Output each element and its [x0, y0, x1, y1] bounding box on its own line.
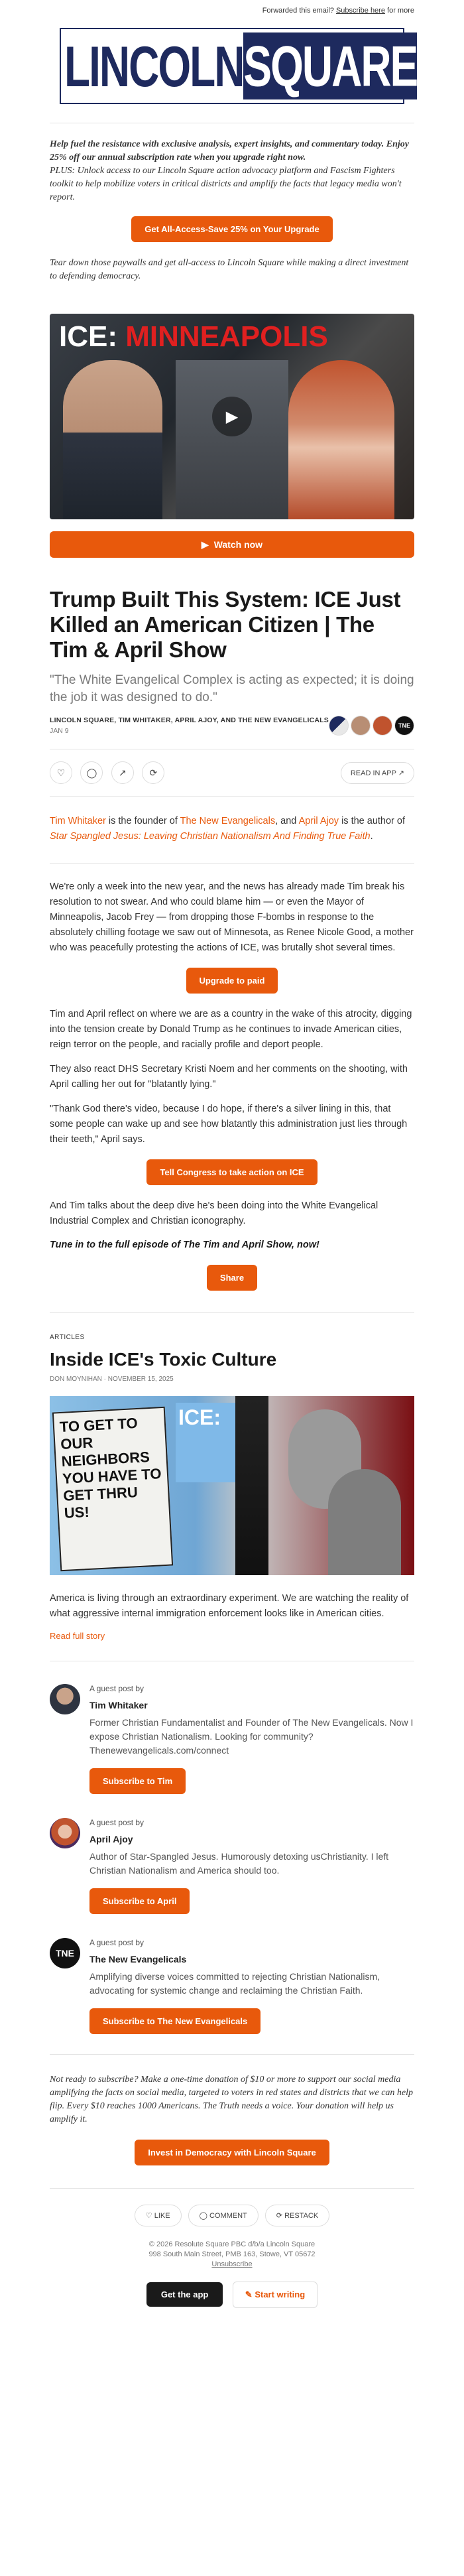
tne-avatar: TNE — [50, 1938, 80, 1968]
read-full-story-link[interactable]: Read full story — [50, 1631, 105, 1641]
tne-link[interactable]: The New Evangelicals — [180, 816, 276, 826]
promo-plus: PLUS: Unlock access to our Lincoln Square action advocacy platform and Fascism Fighters toolkit to help mobilize voters in critical districts and amplify the facts that legacy media won't report. — [50, 166, 402, 202]
ice-sign: ICE: — [176, 1403, 239, 1482]
post-subtitle: "The White Evangelical Complex is acting as expected; it is doing the job it was designed to do." — [50, 673, 414, 704]
get-the-app-button[interactable]: Get the app — [146, 2282, 223, 2307]
guest-post-tim — [50, 1684, 414, 1794]
article-image[interactable] — [50, 1396, 414, 1575]
body-paragraph: We're only a week into the new year, and the news has already made Tim break his resolution to not swear. And who could blame him — or even the Mayor of Minneapolis, Jacob Frey — from dropping those F-bombs in response to the absolutely chilling footage we saw out of Minnesota, as Renee Nicole Good, a mother who was peacefully protesting the actions of ICE, was brutally shot several times. — [50, 881, 414, 953]
protest-sign: TO GET TO OUR NEIGHBORS YOU HAVE TO GET THRU US! — [52, 1407, 173, 1572]
for-more-text: for more — [387, 7, 414, 15]
body-paragraph: "Thank God there's video, because I do hope, if there's a silver lining in this, that some people can wake up and see how blatantly this administration just lies through their teeth," April says. — [50, 1104, 408, 1145]
article-excerpt: America is living through an extraordinary experiment. We are watching the reality of what aggressive internal immigration enforcement looks like in American cities. — [50, 1593, 409, 1619]
watch-now-button[interactable]: ▶ Watch now — [50, 531, 414, 558]
guest-description: Former Christian Fundamentalist and Founder of The New Evangelicals. Now I expose Christian Nationalism. Looking for community? Thenewevangelicals.com/connect — [89, 1717, 414, 1756]
share-icon[interactable]: ↗ — [111, 761, 134, 784]
article-meta: DON MOYNIHAN · NOVEMBER 15, 2025 — [50, 1376, 174, 1383]
articles-label: ARTICLES — [50, 1334, 85, 1341]
guest-name[interactable]: Tim Whitaker — [89, 1700, 148, 1710]
unsubscribe-link[interactable]: Unsubscribe — [211, 2260, 253, 2268]
divider — [50, 2188, 414, 2189]
video-host-woman — [288, 360, 394, 519]
comment-icon: ◯ — [199, 2212, 207, 2220]
guest-kicker: A guest post by — [89, 1684, 145, 1693]
forward-bar — [50, 0, 414, 15]
invest-in-democracy-button[interactable]: Invest in Democracy with Lincoln Square — [135, 2140, 329, 2165]
read-in-app-button[interactable]: READ IN APP ↗ — [341, 762, 414, 784]
guest-kicker: A guest post by — [89, 1818, 145, 1827]
video-host-man — [63, 360, 162, 519]
play-small-icon: ▶ — [201, 539, 209, 550]
promo-tail: Tear down those paywalls and get all-access to Lincoln Square while making a direct investment to defending democracy. — [50, 258, 409, 281]
promo-lead: Help fuel the resistance with exclusive analysis, expert insights, and commentary today. Enjoy 25% off our annual subscription rate when you upgrade right now. — [50, 139, 409, 162]
guest-name[interactable]: April Ajoy — [89, 1834, 133, 1844]
guest-name[interactable]: The New Evangelicals — [89, 1954, 187, 1964]
logo-lincoln: LINCOLN — [64, 33, 244, 99]
guest-post-tne — [50, 1938, 414, 2034]
avatar — [50, 1818, 80, 1848]
april-link[interactable]: April Ajoy — [298, 816, 339, 826]
avatar-tne: TNE — [394, 716, 414, 736]
avatar — [50, 1684, 80, 1714]
guest-description: Author of Star-Spangled Jesus. Humorously detoxing usChristianity. I left Christian Nationalism and America should too. — [89, 1851, 389, 1876]
author-avatars — [329, 716, 414, 736]
video-title: ICE: MINNEAPOLIS — [59, 320, 328, 353]
guest-kicker: A guest post by — [89, 1938, 145, 1947]
subscribe-april-button[interactable]: Subscribe to April — [89, 1888, 190, 1914]
portrait-two — [328, 1469, 401, 1575]
intro-paragraph: Tim Whitaker is the founder of The New Evangelicals, and April Ajoy is the author of Star Spangled Jesus: Leaving Christian Nationalism And Finding True Faith. — [50, 816, 405, 842]
post-date: JAN 9 — [50, 727, 69, 735]
tower-silhouette — [235, 1396, 268, 1575]
pen-icon: ✎ — [245, 2289, 253, 2299]
article-title[interactable]: Inside ICE's Toxic Culture — [50, 1349, 277, 1370]
guest-description: Amplifying diverse voices committed to rejecting Christian Nationalism, advocating for systemic change and reclaiming the Christian Faith. — [89, 1971, 380, 1996]
body-paragraph: Tim and April reflect on where we are as a country in the wake of this atrocity, digging into the tension create by Donald Trump as he continues to invade American cities, reign terror on the people, and racially profile and deport people. — [50, 1009, 412, 1050]
guest-post-april — [50, 1818, 414, 1914]
heart-icon[interactable]: ♡ — [50, 761, 72, 784]
video-thumbnail[interactable] — [50, 314, 414, 519]
divider — [50, 863, 414, 864]
donation-text: Not ready to subscribe? Make a one-time donation of $10 or more to support our social media amplifying the facts on social media, targeted to voters in red states and districts that we can help flip. Every $10 reaches 1000 Americans. The Truth needs a voice. Your donation will help us amplify it. — [50, 2075, 414, 2124]
play-icon[interactable]: ▶ — [212, 397, 252, 436]
divider — [50, 2054, 414, 2055]
avatar-lincoln-square — [329, 716, 349, 736]
heart-icon: ♡ — [145, 2212, 152, 2220]
avatar-april — [373, 716, 392, 736]
divider — [50, 796, 414, 797]
share-button[interactable]: Share — [207, 1265, 257, 1291]
avatar-tim — [351, 716, 371, 736]
restack-button[interactable]: ⟳ RESTACK — [265, 2205, 329, 2226]
comment-button[interactable]: ◯ COMMENT — [188, 2205, 259, 2226]
subscribe-here-link[interactable]: Subscribe here — [335, 7, 385, 15]
restack-icon: ⟳ — [276, 2212, 282, 2220]
subscribe-tne-button[interactable]: Subscribe to The New Evangelicals — [89, 2008, 261, 2034]
restack-icon[interactable]: ⟳ — [142, 761, 164, 784]
body-paragraph: And Tim talks about the deep dive he's been doing into the White Evangelical Industrial Complex and Christian iconography. — [50, 1200, 378, 1226]
tim-link[interactable]: Tim Whitaker — [50, 816, 106, 826]
post-authors[interactable]: LINCOLN SQUARE, TIM WHITAKER, APRIL AJOY, AND THE NEW EVANGELICALS — [50, 716, 329, 724]
logo-square: SQUARE — [243, 33, 418, 99]
subscribe-tim-button[interactable]: Subscribe to Tim — [89, 1768, 186, 1794]
copyright: © 2026 Resolute Square PBC d/b/a Lincoln Square — [148, 2240, 316, 2248]
upgrade-save-button[interactable]: Get All-Access-Save 25% on Your Upgrade — [131, 216, 332, 242]
forward-text: Forwarded this email? — [262, 7, 334, 15]
body-paragraph: They also react DHS Secretary Kristi Noem and her comments on the shooting, with April calling her out for "blatantly lying." — [50, 1064, 408, 1090]
comment-icon[interactable]: ◯ — [80, 761, 103, 784]
video-bg-scene — [176, 360, 288, 519]
divider — [50, 1312, 414, 1313]
lincoln-square-logo[interactable] — [60, 28, 418, 104]
address: 998 South Main Street, PMB 163, Stowe, VT 05672 — [148, 2250, 316, 2258]
start-writing-button[interactable]: ✎ Start writing — [233, 2282, 318, 2308]
tell-congress-button[interactable]: Tell Congress to take action on ICE — [146, 1159, 317, 1185]
like-button[interactable]: ♡ LIKE — [135, 2205, 182, 2226]
post-title[interactable]: Trump Built This System: ICE Just Killed an American Citizen | The Tim & April Show — [50, 587, 401, 662]
upgrade-to-paid-button[interactable]: Upgrade to paid — [186, 968, 278, 994]
book-link[interactable]: Star Spangled Jesus: Leaving Christian Nationalism And Finding True Faith — [50, 831, 371, 842]
tune-in-text: Tune in to the full episode of The Tim and April Show, now! — [50, 1240, 319, 1250]
